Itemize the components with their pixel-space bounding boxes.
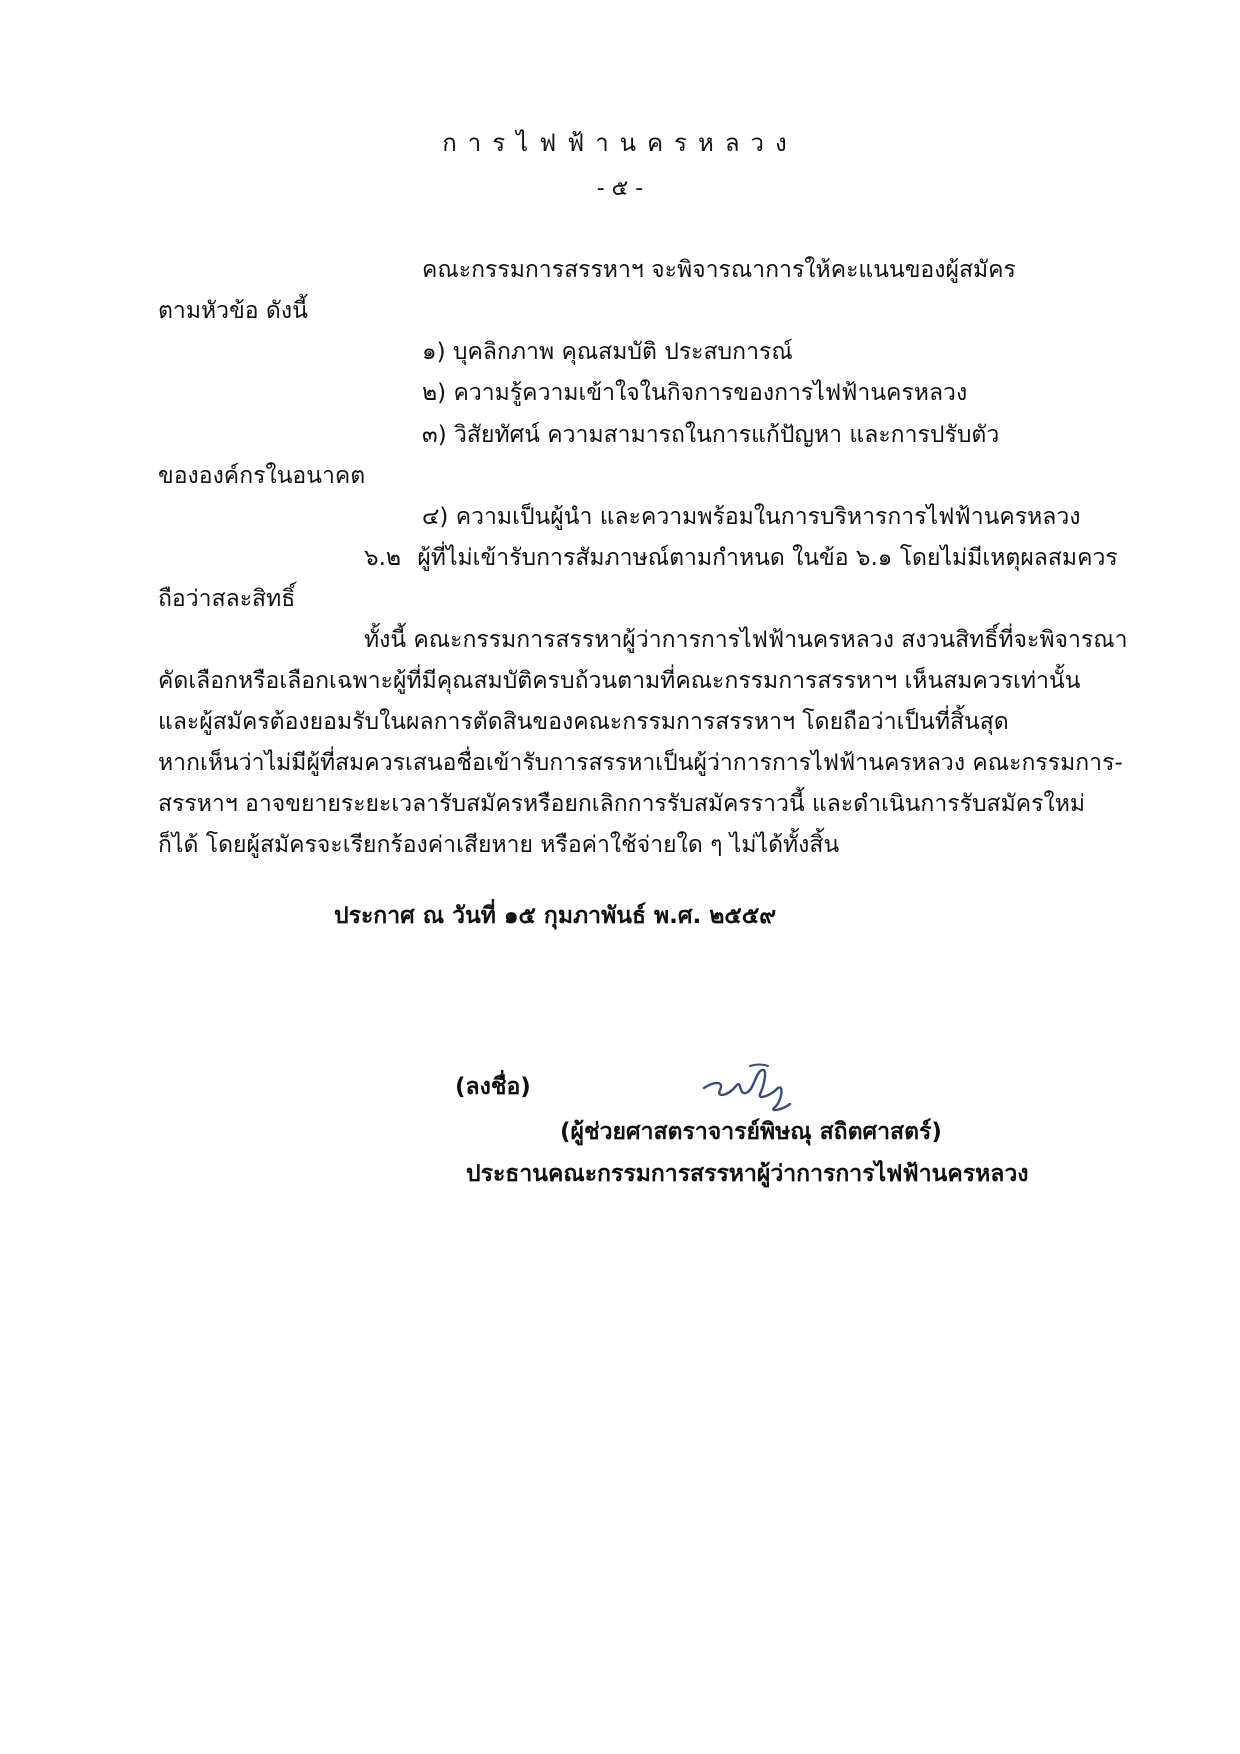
- handwritten-signature: [698, 1058, 796, 1116]
- closing-paragraph-line-1: ทั้งนี้ คณะกรรมการสรรหาผู้ว่าการการไฟฟ้านครหลวง สงวนสิทธิ์ที่จะพิจารณา: [364, 627, 1128, 653]
- closing-paragraph-line-5: สรรหาฯ อาจขยายระยะเวลารับสมัครหรือยกเลิกการรับสมัครราวนี้ และดำเนินการรับสมัครใหม่: [158, 791, 1086, 817]
- closing-paragraph-line-6: ก็ได้ โดยผู้สมัครจะเรียกร้องค่าเสียหาย หรือค่าใช้จ่ายใด ๆ ไม่ได้ทั้งสิ้น: [158, 832, 840, 858]
- page-number: - ๕ -: [596, 176, 644, 201]
- criteria-marker: ๔): [422, 504, 449, 530]
- criteria-item-3-continuation: ขององค์กรในอนาคต: [158, 463, 366, 489]
- closing-paragraph-line-4: หากเห็นว่าไม่มีผู้ที่สมควรเสนอชื่อเข้ารับการสรรหาเป็นผู้ว่าการการไฟฟ้านครหลวง คณะกรรมการ-: [158, 750, 1123, 776]
- criteria-text: ความเป็นผู้นำ และความพร้อมในการบริหารการไฟฟ้านครหลวง: [455, 504, 1081, 530]
- criteria-text: ความรู้ความเข้าใจในกิจการของการไฟฟ้านครหลวง: [453, 380, 968, 406]
- intro-line-2: ตามหัวข้อ ดังนี้: [158, 298, 308, 324]
- criteria-text: วิสัยทัศน์ ความสามารถในการแก้ปัญหา และการปรับตัว: [454, 422, 1000, 448]
- criteria-marker: ๓): [422, 422, 447, 448]
- criteria-item-3: [422, 420, 999, 450]
- clause-6-2: [364, 543, 1118, 573]
- criteria-item-2: [422, 378, 967, 408]
- clause-text: ผู้ที่ไม่เข้ารับการสัมภาษณ์ตามกำหนด ในข้อ ๖.๑ โดยไม่มีเหตุผลสมควร: [417, 545, 1118, 571]
- intro-line-1: คณะกรรมการสรรหาฯ จะพิจารณาการให้คะแนนของผู้สมัคร: [422, 257, 1016, 283]
- signed-label: (ลงชื่อ): [455, 1074, 531, 1100]
- organization-header: การไฟฟ้านครหลวง: [442, 129, 798, 157]
- closing-paragraph-line-2: คัดเลือกหรือเลือกเฉพาะผู้ที่มีคุณสมบัติครบถ้วนตามที่คณะกรรมการสรรหาฯ เห็นสมควรเท่านั้น: [158, 668, 1081, 694]
- signer-name: (ผู้ช่วยศาสตราจารย์พิษณุ สถิตศาสตร์): [560, 1119, 942, 1145]
- criteria-marker: ๑): [422, 339, 446, 365]
- clause-6-2-continuation: ถือว่าสละสิทธิ์: [158, 586, 296, 612]
- criteria-marker: ๒): [422, 380, 447, 406]
- clause-number: ๖.๒: [364, 545, 402, 571]
- announcement-date: ประกาศ ณ วันที่ ๑๕ กุมภาพันธ์ พ.ศ. ๒๕๕๙: [334, 903, 777, 929]
- criteria-text: บุคลิกภาพ คุณสมบัติ ประสบการณ์: [452, 339, 793, 365]
- signer-position: ประธานคณะกรรมการสรรหาผู้ว่าการการไฟฟ้านครหลวง: [466, 1161, 1029, 1187]
- criteria-item-4: [422, 502, 1080, 532]
- criteria-item-1: [422, 337, 793, 367]
- closing-paragraph-line-3: และผู้สมัครต้องยอมรับในผลการตัดสินของคณะกรรมการสรรหาฯ โดยถือว่าเป็นที่สิ้นสุด: [158, 709, 1009, 735]
